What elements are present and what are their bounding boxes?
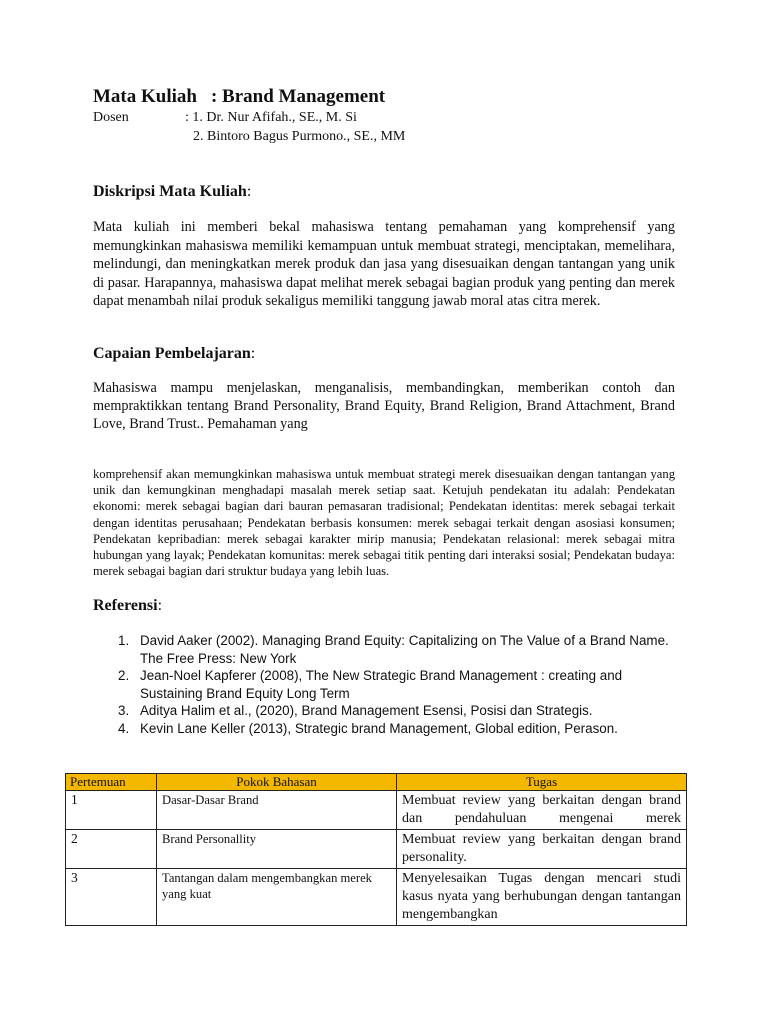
reference-item [118,702,678,720]
lecturer-2: 2. Bintoro Bagus Purmono., SE., MM [193,129,406,144]
reference-text: David Aaker (2002). Managing Brand Equity: Capitalizing on The Value of a Brand Name. The Free Press: New York [140,633,669,666]
table-header-row [66,774,687,791]
cell-pertemuan: 3 [66,869,157,926]
column-header-tugas: Tugas [397,774,687,791]
reference-text: Jean-Noel Kapferer (2008), The New Strategic Brand Management : creating and Sustaining Brand Equity Long Term [140,668,623,701]
cell-tugas: Membuat review yang berkaitan dengan brand personality. [397,830,687,869]
reference-item [118,632,678,667]
learning-outcomes-text-b: komprehensif akan memungkinkan mahasiswa untuk membuat strategi merek disesuaikan dengan tantangan yang unik dan kemungkinan menghadapi masalah merek setiap saat. Ketujuh pendekatan itu adalah: Pendekatan ekonomi: merek sebagai bagian dari bauran pemasaran tradisional; Pendekatan identitas: merek sebagai terkait dengan identitas perusahaan; Pendekatan berbasis konsumen: merek sebagai terkait dengan asosiasi konsumen; Pendekatan kepribadian: merek sebagai karakter mirip manusia; Pendekatan relasional: merek sebagai mitra hubungan yang layak; Pendekatan komunitas: merek sebagai titik penting dari interaksi sosial; Pendekatan budaya: merek sebagai bagian dari struktur budaya yang lebih luas. [93,467,675,579]
learning-outcomes-heading-text: Capaian Pembelajaran [93,345,251,362]
course-title-value: : Brand Management [210,86,386,107]
description-heading-text: Diskripsi Mata Kuliah [93,183,247,200]
cell-tugas [397,869,687,926]
learning-outcomes-heading-colon: : [250,345,256,362]
reference-item [118,667,678,702]
cell-pertemuan: 2 [66,830,157,869]
learning-outcomes-heading [93,345,255,363]
lecturer-1: : 1. Dr. Nur Afifah., SE., M. Si [185,110,357,125]
schedule-table [65,773,687,926]
table-row [66,830,687,869]
column-header-pokok-bahasan: Pokok Bahasan [157,774,397,791]
references-list [118,632,678,738]
cell-pokok-bahasan: Tantangan dalam mengembangkan merek yang kuat [157,869,397,926]
cell-pokok-bahasan: Dasar-Dasar Brand [157,791,397,830]
cell-tugas-text: Menyelesaikan Tugas dengan mencari studi kasus nyata yang berhubungan dengan tantangan mengembangkan [402,871,681,922]
learning-outcomes-text-a: Mahasiswa mampu menjelaskan, menganalisis, membandingkan, memberikan contoh dan mempraktikkan tentang Brand Personality, Brand Equity, Brand Religion, Brand Attachment, Brand Love, Brand Trust.. Pemahaman yang [93,380,675,432]
table-row [66,791,687,830]
course-title [93,86,385,108]
reference-number: 3. [118,703,130,719]
references-heading-colon: : [157,597,163,614]
lecturer-label: Dosen [93,110,129,125]
reference-text: Kevin Lane Keller (2013), Strategic brand Management, Global edition, Perason. [140,720,618,736]
table-row [66,869,687,926]
reference-text: Aditya Halim et al., (2020), Brand Management Esensi, Posisi dan Strategis. [140,703,593,719]
references-heading [93,597,162,615]
reference-number: 1. [118,633,130,648]
description-heading-colon: : [246,183,252,200]
column-header-pertemuan: Pertemuan [66,774,157,791]
reference-number: 4. [118,720,130,736]
cell-pokok-bahasan: Brand Personallity [157,830,397,869]
cell-pertemuan: 1 [66,791,157,830]
description-text: Mata kuliah ini memberi bekal mahasiswa tentang pemahaman yang komprehensif yang memungkinkan mahasiswa memiliki kemampuan untuk membuat strategi, menciptakan, memelihara, melindungi, dan meningkatkan merek produk dan jasa yang disesuaikan dengan tantangan yang unik di pasar. Harapannya, mahasiswa dapat melihat merek sebagai bagian produk yang penting dan merek dapat menambah nilai produk sekaligus memiliki tanggung jawab moral atas citra merek. [93,219,675,310]
reference-item [118,720,678,738]
references-heading-text: Referensi [93,597,158,614]
cell-tugas: Membuat review yang berkaitan dengan brand dan pendahuluan mengenai merek [397,791,687,830]
reference-number: 2. [118,668,130,684]
course-title-label: Mata Kuliah [93,86,197,107]
description-heading [93,183,251,201]
